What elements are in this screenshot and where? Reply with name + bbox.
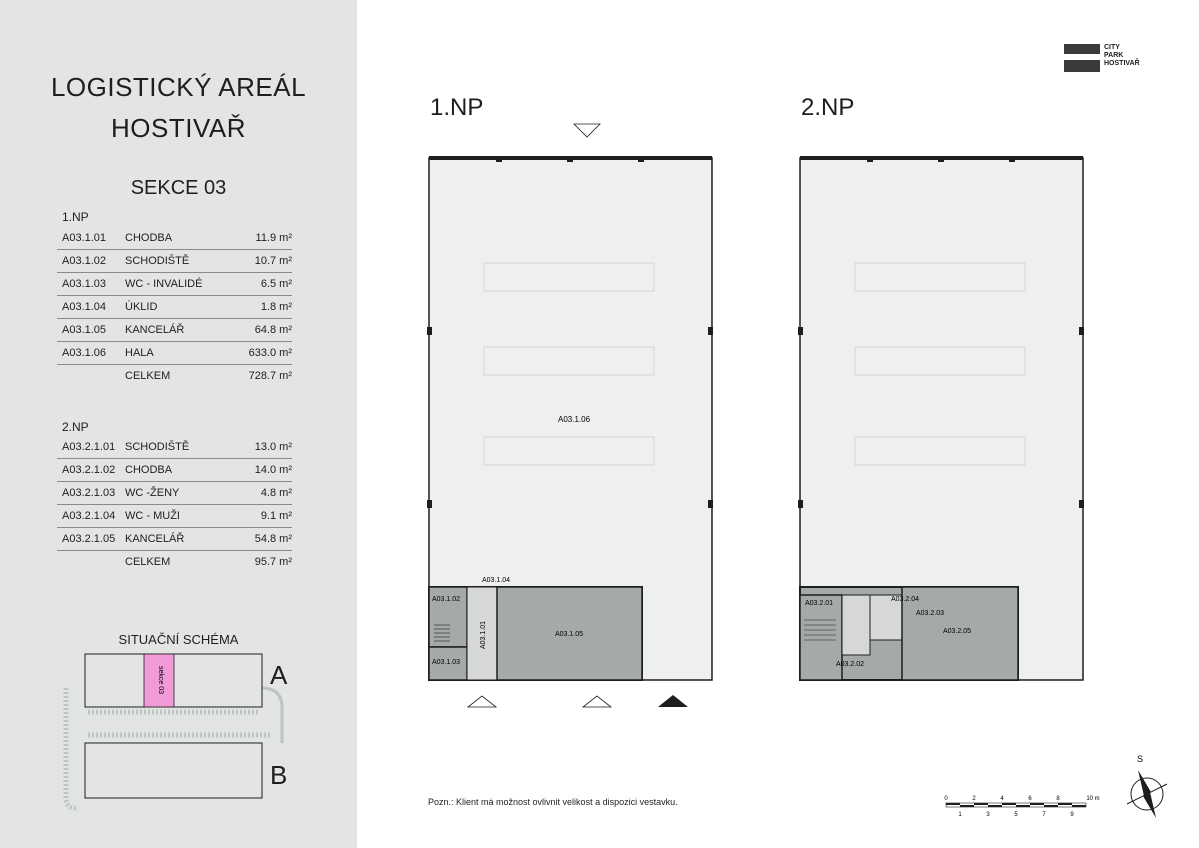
table-row [57, 318, 292, 342]
building-b-label: B [270, 760, 288, 790]
room-code: A03.1.04 [62, 301, 107, 313]
room-area: 9.1 m² [260, 510, 292, 522]
floor-plan-2np [791, 115, 1091, 715]
plan2-title: 2.NP [801, 94, 855, 121]
entrance-marker [583, 696, 611, 707]
total-label: CELKEM [125, 370, 171, 382]
info-panel [0, 0, 357, 848]
north-arrow-icon [1120, 752, 1180, 822]
room-code: A03.1.03 [62, 278, 107, 290]
room-code: A03.2.1.02 [62, 464, 116, 476]
room-label: A03.1.05 [554, 631, 584, 638]
room-name: CHODBA [125, 232, 173, 244]
scale-tick: 10 m [1086, 796, 1100, 802]
building-a-label: A [270, 660, 288, 690]
room-area: 1.8 m² [260, 301, 292, 313]
room-area: 6.5 m² [260, 278, 292, 290]
room-area: 633.0 m² [248, 347, 292, 359]
scale-tick: 0 [944, 796, 948, 802]
situation-schema [0, 648, 357, 848]
plan1-title: 1.NP [430, 94, 484, 121]
table-row [57, 481, 292, 505]
room-label: A03.2.01 [805, 600, 834, 607]
hall-label: A03.1.06 [557, 415, 591, 424]
scale-tick: 2 [972, 796, 976, 802]
scale-tick: 8 [1056, 796, 1060, 802]
room-code: A03.2.1.04 [62, 510, 116, 522]
room-name: WC - MUŽI [125, 510, 180, 522]
table-row [57, 272, 292, 296]
scale-tick: 4 [1000, 796, 1004, 802]
floor-plan-1np [420, 115, 720, 715]
room-code: A03.2.1.05 [62, 533, 116, 545]
road-left [66, 688, 78, 808]
room-name: WC - INVALIDÉ [125, 278, 203, 290]
room-code: A03.1.01 [62, 232, 107, 244]
room-label: A03.1.04 [482, 577, 511, 584]
table-row [57, 504, 292, 528]
room-name: SCHODIŠTĚ [125, 255, 190, 267]
room-name: KANCELÁŘ [125, 324, 185, 336]
scale-tick: 5 [1014, 812, 1018, 818]
section-title: SEKCE 03 [130, 177, 227, 199]
room-label: A03.2.05 [943, 628, 972, 635]
table-row [57, 527, 292, 551]
table-row [57, 249, 292, 273]
north-label: S [1137, 754, 1144, 764]
room-label: A03.1.03 [432, 659, 461, 666]
room-name: SCHODIŠTĚ [125, 441, 190, 453]
room-name: CHODBA [125, 464, 173, 476]
highlight-label: sekce 03 [157, 665, 164, 695]
table-row [57, 435, 292, 459]
table-row [57, 458, 292, 482]
main-entrance-marker [658, 695, 688, 707]
room-label: A03.1.02 [432, 596, 461, 603]
situation-title: SITUAČNÍ SCHÉMA [118, 632, 239, 647]
logo-line: CITY [1104, 44, 1120, 51]
logo-line: PARK [1104, 52, 1124, 59]
room-area: 64.8 m² [254, 324, 292, 336]
room-code: A03.2.1.01 [62, 441, 116, 453]
room-label: A03.2.03 [916, 610, 945, 617]
building-b [85, 743, 262, 798]
room-name: KANCELÁŘ [125, 533, 185, 545]
room-area: 4.8 m² [260, 487, 292, 499]
floor1-heading: 1.NP [62, 210, 89, 224]
scale-tick: 6 [1028, 796, 1032, 802]
wc-women-room [842, 595, 870, 655]
client-note: Pozn.: Klient má možnost ovlivnit velikost a dispozici vestavku. [428, 797, 678, 807]
total-area: 728.7 m² [248, 370, 292, 382]
table-row [57, 295, 292, 319]
project-title-line2: HOSTIVAŘ [111, 113, 246, 143]
room-label: A03.2.02 [836, 661, 865, 668]
room-area: 13.0 m² [254, 441, 292, 453]
table-total-row [57, 364, 292, 387]
scale-tick: 3 [986, 812, 990, 818]
table-row [57, 226, 292, 250]
room-name: ÚKLID [125, 301, 158, 313]
room-label: A03.2.04 [891, 596, 920, 603]
total-area: 95.7 m² [254, 556, 292, 568]
project-title-line1: LOGISTICKÝ AREÁL [50, 72, 307, 102]
room-code: A03.1.05 [62, 324, 107, 336]
logo-text [1104, 44, 1140, 68]
room-label: A03.1.01 [480, 620, 487, 650]
logo-bar-bottom [1064, 60, 1100, 72]
table-total-row [57, 550, 292, 573]
table-row [57, 341, 292, 365]
entrance-marker [468, 696, 496, 707]
room-name: WC -ŽENY [125, 487, 180, 499]
floor2-heading: 2.NP [62, 420, 89, 434]
room-code: A03.1.06 [62, 347, 107, 359]
room-area: 54.8 m² [254, 533, 292, 545]
logo-line: HOSTIVAŘ [1104, 60, 1140, 67]
room-code: A03.1.02 [62, 255, 107, 267]
room-code: A03.2.1.03 [62, 487, 116, 499]
logo-bar-top [1064, 44, 1100, 54]
scale-bar [940, 792, 1110, 822]
room-area: 11.9 m² [255, 232, 292, 244]
room-area: 10.7 m² [254, 255, 292, 267]
room-name: HALA [125, 347, 154, 359]
room-area: 14.0 m² [254, 464, 292, 476]
total-label: CELKEM [125, 556, 171, 568]
scale-tick: 7 [1042, 812, 1046, 818]
scale-tick: 9 [1070, 812, 1074, 818]
scale-tick: 1 [958, 812, 962, 818]
entrance-top-marker [574, 124, 600, 137]
